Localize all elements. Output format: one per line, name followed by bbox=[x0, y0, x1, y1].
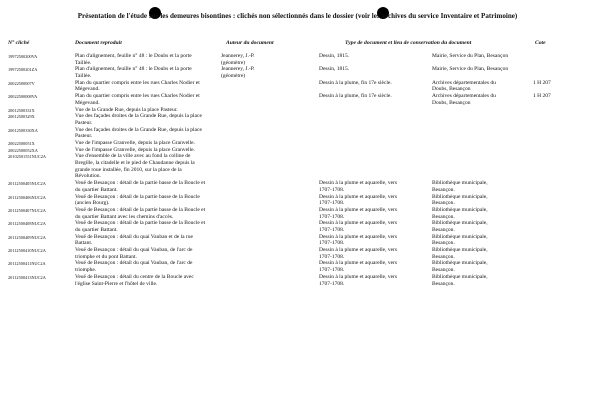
cell-conservation: Bibliothèque municipale, Besançon. bbox=[432, 220, 488, 233]
cell-conservation: Mairie, Service du Plan, Besançon bbox=[432, 66, 509, 73]
table-row bbox=[0, 66, 595, 79]
cell-document: Vue de l'impasse Granvelle, depuis la place Granvelle. bbox=[75, 139, 195, 146]
cell-type: Dessin à la plume et aquarelle, vers 1707-1708. bbox=[319, 180, 398, 193]
cell-ref: 20012500331X bbox=[8, 107, 35, 113]
cell-conservation: Bibliothèque municipale, Besançon. bbox=[432, 260, 488, 274]
cell-conservation: Bibliothèque municipale, Besançon. bbox=[432, 273, 488, 287]
cell-document: Vue de l'impasse Granvelle, depuis la place Granvelle. bbox=[75, 146, 195, 153]
cell-document: Veuë de Besançon : détail du centre de la Boucle avec l'église Saint-Pierre et l'hôtel de ville. bbox=[75, 273, 194, 287]
cell-document: Vue des façades droites de la Grande Rue, depuis la place Pasteur. bbox=[75, 113, 202, 126]
cell-ref: 19972500201ZA bbox=[8, 67, 38, 73]
cell-ref: 19972500200VA bbox=[8, 54, 38, 59]
cell-ref: 20112500410NUC2A bbox=[8, 248, 46, 254]
cell-type: Dessin, 1815. bbox=[319, 53, 350, 59]
page-title: Présentation de l'étude sur les demeures bisontines : clichés non sélectionnés dans le dossier (voir les archives du service Inventaire et Patrimoine) bbox=[77, 12, 518, 20]
cell-type: Dessin à la plume et aquarelle, vers 1707-1708. bbox=[319, 273, 398, 287]
cell-type: Dessin à la plume et aquarelle, vers 1707-1708. bbox=[319, 233, 398, 247]
cell-document: Plan du quartier compris entre les rues Charles Nodier et Mégevand. bbox=[75, 79, 200, 93]
cell-type: Dessin à la plume et aquarelle, vers 1707-1708. bbox=[319, 220, 398, 233]
cell-type: Dessin à la plume et aquarelle, vers 1707-1708. bbox=[319, 206, 398, 220]
table-row bbox=[0, 274, 595, 287]
cell-ref: 20012500329X bbox=[8, 114, 35, 120]
cell-document: Plan d'alignement, feuille n° 48 : le Doubs et la porte Taillée. bbox=[75, 53, 192, 66]
table-row bbox=[0, 234, 595, 247]
cell-ref: 20112500411NUC2A bbox=[8, 261, 46, 267]
cell-ref: 20112500406NUC2A bbox=[8, 194, 46, 200]
cell-document: Veuë de Besançon : détail du quai Vauban, de l'arc de triomphe. bbox=[75, 260, 193, 274]
cell-document: Vue d'ensemble de la ville avec au fond la colline de Bregille, la citadelle et le pied de Chaudanne depuis la grande roue installée, fin 2010, sur la place de la Révolution. bbox=[75, 153, 195, 180]
table-row bbox=[0, 260, 595, 273]
cell-document: Vue des façades droites de la Grande Rue, depuis la place Pasteur. bbox=[75, 126, 202, 140]
cell-ref: 20112500408NUC2A bbox=[8, 221, 46, 227]
cell-ref: 20012500330XA bbox=[8, 127, 38, 133]
cell-conservation: Bibliothèque municipale, Besançon. bbox=[432, 233, 488, 247]
table-row bbox=[0, 53, 595, 66]
cell-document: Vue de la Grande Rue, depuis la place Pasteur. bbox=[75, 106, 178, 113]
cell-document: Veuë de Besançon : détail de la partie basse de la Boucle (ancien Bourg). bbox=[75, 193, 200, 207]
cell-ref: 20102501551NUC2A bbox=[8, 154, 46, 160]
cell-ref: 20022500008VA bbox=[8, 94, 38, 100]
table-row bbox=[0, 194, 595, 207]
table-row bbox=[0, 140, 595, 147]
table-header bbox=[0, 40, 595, 50]
cell-conservation: Archives départementales du Doubs, Besançon bbox=[432, 79, 496, 93]
cell-document: Plan d'alignement, feuille n° 48 : le Doubs et la porte Taillée. bbox=[75, 66, 192, 80]
table-row bbox=[0, 113, 595, 126]
cell-ref: 20112500405NUC2A bbox=[8, 181, 46, 187]
column-header-ref: N° cliché bbox=[8, 40, 30, 46]
cell-ref: 20112500407NUC2A bbox=[8, 207, 46, 213]
cell-ref: 20022500051X bbox=[8, 140, 35, 146]
cell-type: Dessin à la plume et aquarelle, vers 1707-1708. bbox=[319, 247, 398, 260]
cell-document: Veuë de Besançon : détail du quai Vauban et de la rue Battant. bbox=[75, 233, 193, 247]
cell-document: Veuë de Besançon : détail de la partie basse de la Boucle et du quartier Battant. bbox=[75, 220, 206, 233]
table-body bbox=[0, 53, 595, 287]
cell-type: Dessin à la plume et aquarelle, vers 1707-1708. bbox=[319, 193, 398, 207]
table-row bbox=[0, 220, 595, 233]
table-row bbox=[0, 247, 595, 260]
cell-author: Jeannerey, J.-P. (géomètre) bbox=[221, 66, 255, 80]
table-row bbox=[0, 180, 595, 193]
column-header-document: Document reproduit bbox=[75, 40, 122, 46]
cell-ref: 20022500052XA bbox=[8, 147, 38, 153]
cell-document: Veuë de Besançon : détail du quai Vauban, de l'arc de triomphe et du pont Battant. bbox=[75, 247, 193, 260]
table-row bbox=[0, 127, 595, 140]
column-header-cote: Cote bbox=[535, 40, 546, 46]
column-header-author: Auteur du document bbox=[226, 40, 274, 46]
cell-author: Jeannerey, J.-P. (géomètre) bbox=[221, 53, 255, 66]
cell-document: Veuë de Besançon : détail de la partie basse de la Boucle et du quartier Battant avec les chemins d'accès. bbox=[75, 206, 206, 220]
cell-conservation: Bibliothèque municipale, Besançon. bbox=[432, 180, 488, 193]
table-row bbox=[0, 153, 595, 180]
table-row bbox=[0, 93, 595, 106]
cell-document: Plan du quartier compris entre les rues Charles Nodier et Mégevand. bbox=[75, 93, 200, 106]
cell-type: Dessin à la plume, fin 17e siècle. bbox=[319, 93, 392, 100]
cell-type: Dessin, 1815. bbox=[319, 66, 350, 73]
cell-conservation: Bibliothèque municipale, Besançon. bbox=[432, 193, 488, 207]
cell-type: Dessin à la plume et aquarelle, vers 1707-1708. bbox=[319, 260, 398, 274]
cell-conservation: Archives départementales du Doubs, Besançon bbox=[432, 93, 496, 106]
cell-conservation: Bibliothèque municipale, Besançon. bbox=[432, 206, 488, 220]
table-row bbox=[0, 207, 595, 220]
cell-ref: 20112500409NUC2A bbox=[8, 234, 46, 240]
table-row bbox=[0, 80, 595, 93]
cell-conservation: Mairie, Service du Plan, Besançon bbox=[432, 53, 509, 59]
cell-ref: 20112500413NUC2A bbox=[8, 274, 46, 280]
cell-conservation: Bibliothèque municipale, Besançon. bbox=[432, 247, 488, 260]
cell-document: Veuë de Besançon : détail de la partie basse de la Boucle et du quartier Battant. bbox=[75, 180, 206, 193]
cell-cote: 1 H 207 bbox=[533, 79, 551, 86]
column-header-type: Type de document et lieu de conservation du document bbox=[345, 40, 472, 46]
cell-type: Dessin à la plume, fin 17e siècle. bbox=[319, 79, 392, 86]
cell-ref: 20022500007V bbox=[8, 80, 35, 86]
cell-cote: 1 H 207 bbox=[533, 93, 551, 100]
